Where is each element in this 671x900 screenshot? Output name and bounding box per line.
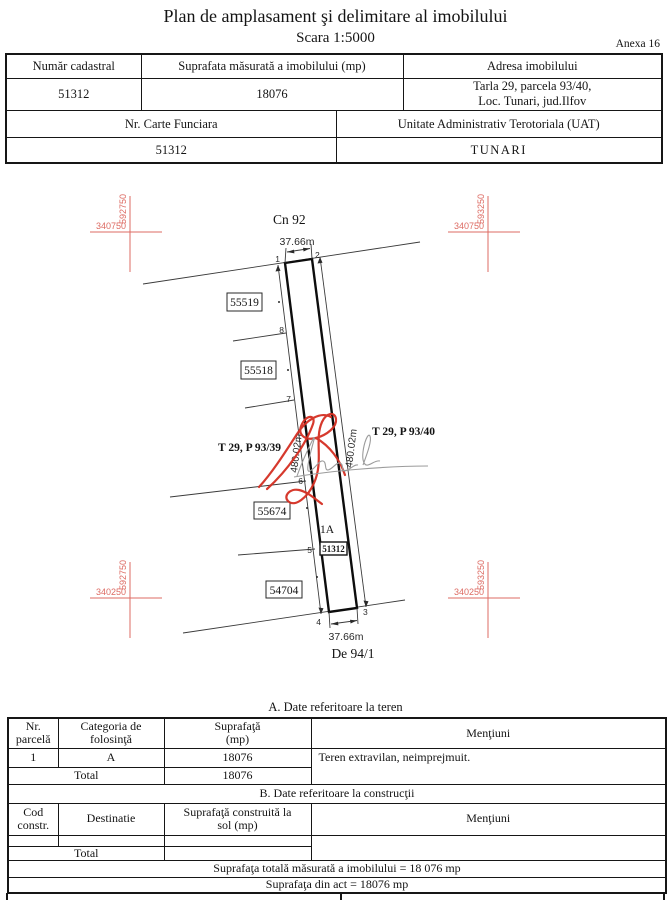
col-header-built-area (164, 803, 311, 835)
road-line-bottom (183, 600, 405, 633)
adjacent-parcel-55519: 55519 (230, 297, 259, 309)
col-header-mentions-a: Menţiuni (311, 718, 666, 748)
side-length-left: 480.02m (289, 433, 305, 474)
header-line: parcelă (15, 732, 51, 747)
northing-label: 592750 (118, 559, 128, 590)
grid-crosshair-top-right (448, 194, 520, 272)
page-title: Plan de amplasament şi delimitare al imobilului (163, 6, 508, 26)
section-a-title: A. Date referitoare la teren (268, 700, 403, 714)
easting-label: 340750 (95, 221, 126, 231)
point-1: 1 (275, 254, 280, 264)
crosshair-labels (96, 560, 128, 597)
cadastral-number-value: 51312 (6, 78, 141, 110)
parcel-number-label: 51312 (322, 544, 345, 554)
header-measured-area: Suprafata măsurată a imobilului (mp) (141, 54, 403, 78)
point-5: 5 (307, 545, 312, 555)
bottom-dimension (328, 608, 363, 643)
easting-label: 340250 (95, 587, 126, 597)
col-header-destination: Destinatie (58, 803, 164, 835)
parcel-use-label: 1A (320, 524, 335, 536)
header-uat: Unitate Administrativ Terotoriala (UAT) (336, 110, 662, 137)
empty-constr-code-cell (8, 835, 58, 846)
uat-value: TUNARI (336, 137, 662, 163)
annex-label: Anexa 16 (615, 38, 660, 50)
col-header-mentions-b: Menţiuni (311, 803, 666, 835)
header-land-book: Nr. Carte Funciara (6, 110, 336, 137)
col-header-use-category (58, 718, 164, 748)
grid-crosshair-bottom-left (90, 560, 162, 638)
header-line: constr. (17, 818, 50, 832)
side-length-right: 480.02m (344, 428, 360, 469)
empty-built-area-cell (164, 835, 311, 846)
deed-area-line: Suprafaţa din act = 18076 mp (8, 877, 666, 893)
header-address: Adresa imobilului (403, 54, 662, 78)
measured-area-value: 18076 (141, 78, 403, 110)
header-line: Categoria de (80, 718, 142, 733)
col-header-constr-code (8, 803, 58, 835)
header-line: Suprafaţă construită la (183, 804, 292, 819)
col-header-area (164, 718, 311, 748)
section-b-title: B. Date referitoare la construcţii (8, 784, 666, 803)
tarla-left-label: T 29, P 93/39 (218, 442, 282, 454)
point-8: 8 (279, 325, 284, 335)
header-line: (mp) (225, 732, 250, 747)
scale-label: Scara 1:5000 (296, 30, 375, 46)
road-line-top (143, 242, 420, 284)
total-label-b: Total (8, 846, 164, 860)
identification-table (5, 53, 663, 164)
crosshair-labels (454, 560, 486, 597)
land-data-table (7, 717, 667, 894)
crosshair-labels (96, 194, 128, 231)
grid-crosshair-top-left (90, 194, 162, 272)
northing-label: 593250 (476, 559, 486, 590)
address-line2: Loc. Tunari, jud.Ilfov (478, 94, 587, 109)
header-line: Nr. (25, 718, 41, 733)
empty-total-built-area-cell (164, 846, 311, 860)
adjacent-parcel-54704: 54704 (269, 585, 299, 597)
address-value (403, 78, 662, 110)
header-line: sol (mp) (217, 818, 258, 832)
total-label-a: Total (8, 767, 164, 784)
northing-label: 593250 (476, 193, 486, 224)
empty-destination-cell (58, 835, 164, 846)
header-line: Suprafaţă (214, 718, 261, 733)
easting-label: 340250 (453, 587, 484, 597)
tarla-right-label: T 29, P 93/40 (372, 426, 436, 438)
partial-row-right-border (663, 893, 665, 900)
parcel-nr-value: 1 (8, 748, 58, 767)
total-area-value: 18076 (164, 767, 311, 784)
partial-row-divider (340, 893, 342, 900)
road-top-label: Cn 92 (273, 212, 306, 227)
point-3: 3 (363, 607, 368, 617)
adjacent-parcel-55518: 55518 (244, 365, 273, 377)
point-4: 4 (316, 617, 321, 627)
crosshair-labels (454, 194, 486, 231)
easting-label: 340750 (453, 221, 484, 231)
col-header-parcel-nr (8, 718, 58, 748)
site-plan-drawing (0, 170, 671, 700)
area-value: 18076 (164, 748, 311, 767)
grid-crosshair-bottom-right (448, 560, 520, 638)
header-line: Cod (23, 804, 44, 819)
land-book-value: 51312 (6, 137, 336, 163)
use-category-value: A (58, 748, 164, 767)
empty-mentions-b-cell (311, 835, 666, 860)
header-cadastral-number: Număr cadastral (6, 54, 141, 78)
address-line1: Tarla 29, parcela 93/40, (473, 78, 592, 93)
header-line: folosinţă (90, 732, 132, 747)
point-2: 2 (315, 250, 320, 260)
northing-label: 592750 (118, 193, 128, 224)
point-6: 6 (298, 476, 303, 486)
total-measured-area-line: Suprafaţa totală măsurată a imobilului = 18 076 mp (8, 860, 666, 877)
point-7: 7 (286, 394, 291, 404)
bottom-width-label: 37.66m (328, 631, 364, 643)
partial-row-left-border (6, 893, 8, 900)
road-bottom-label: De 94/1 (331, 646, 375, 661)
adjacent-parcel-55674: 55674 (257, 506, 287, 518)
mentions-a-value: Teren extravilan, neimprejmuit. (311, 748, 666, 784)
top-width-label: 37.66m (279, 236, 315, 248)
